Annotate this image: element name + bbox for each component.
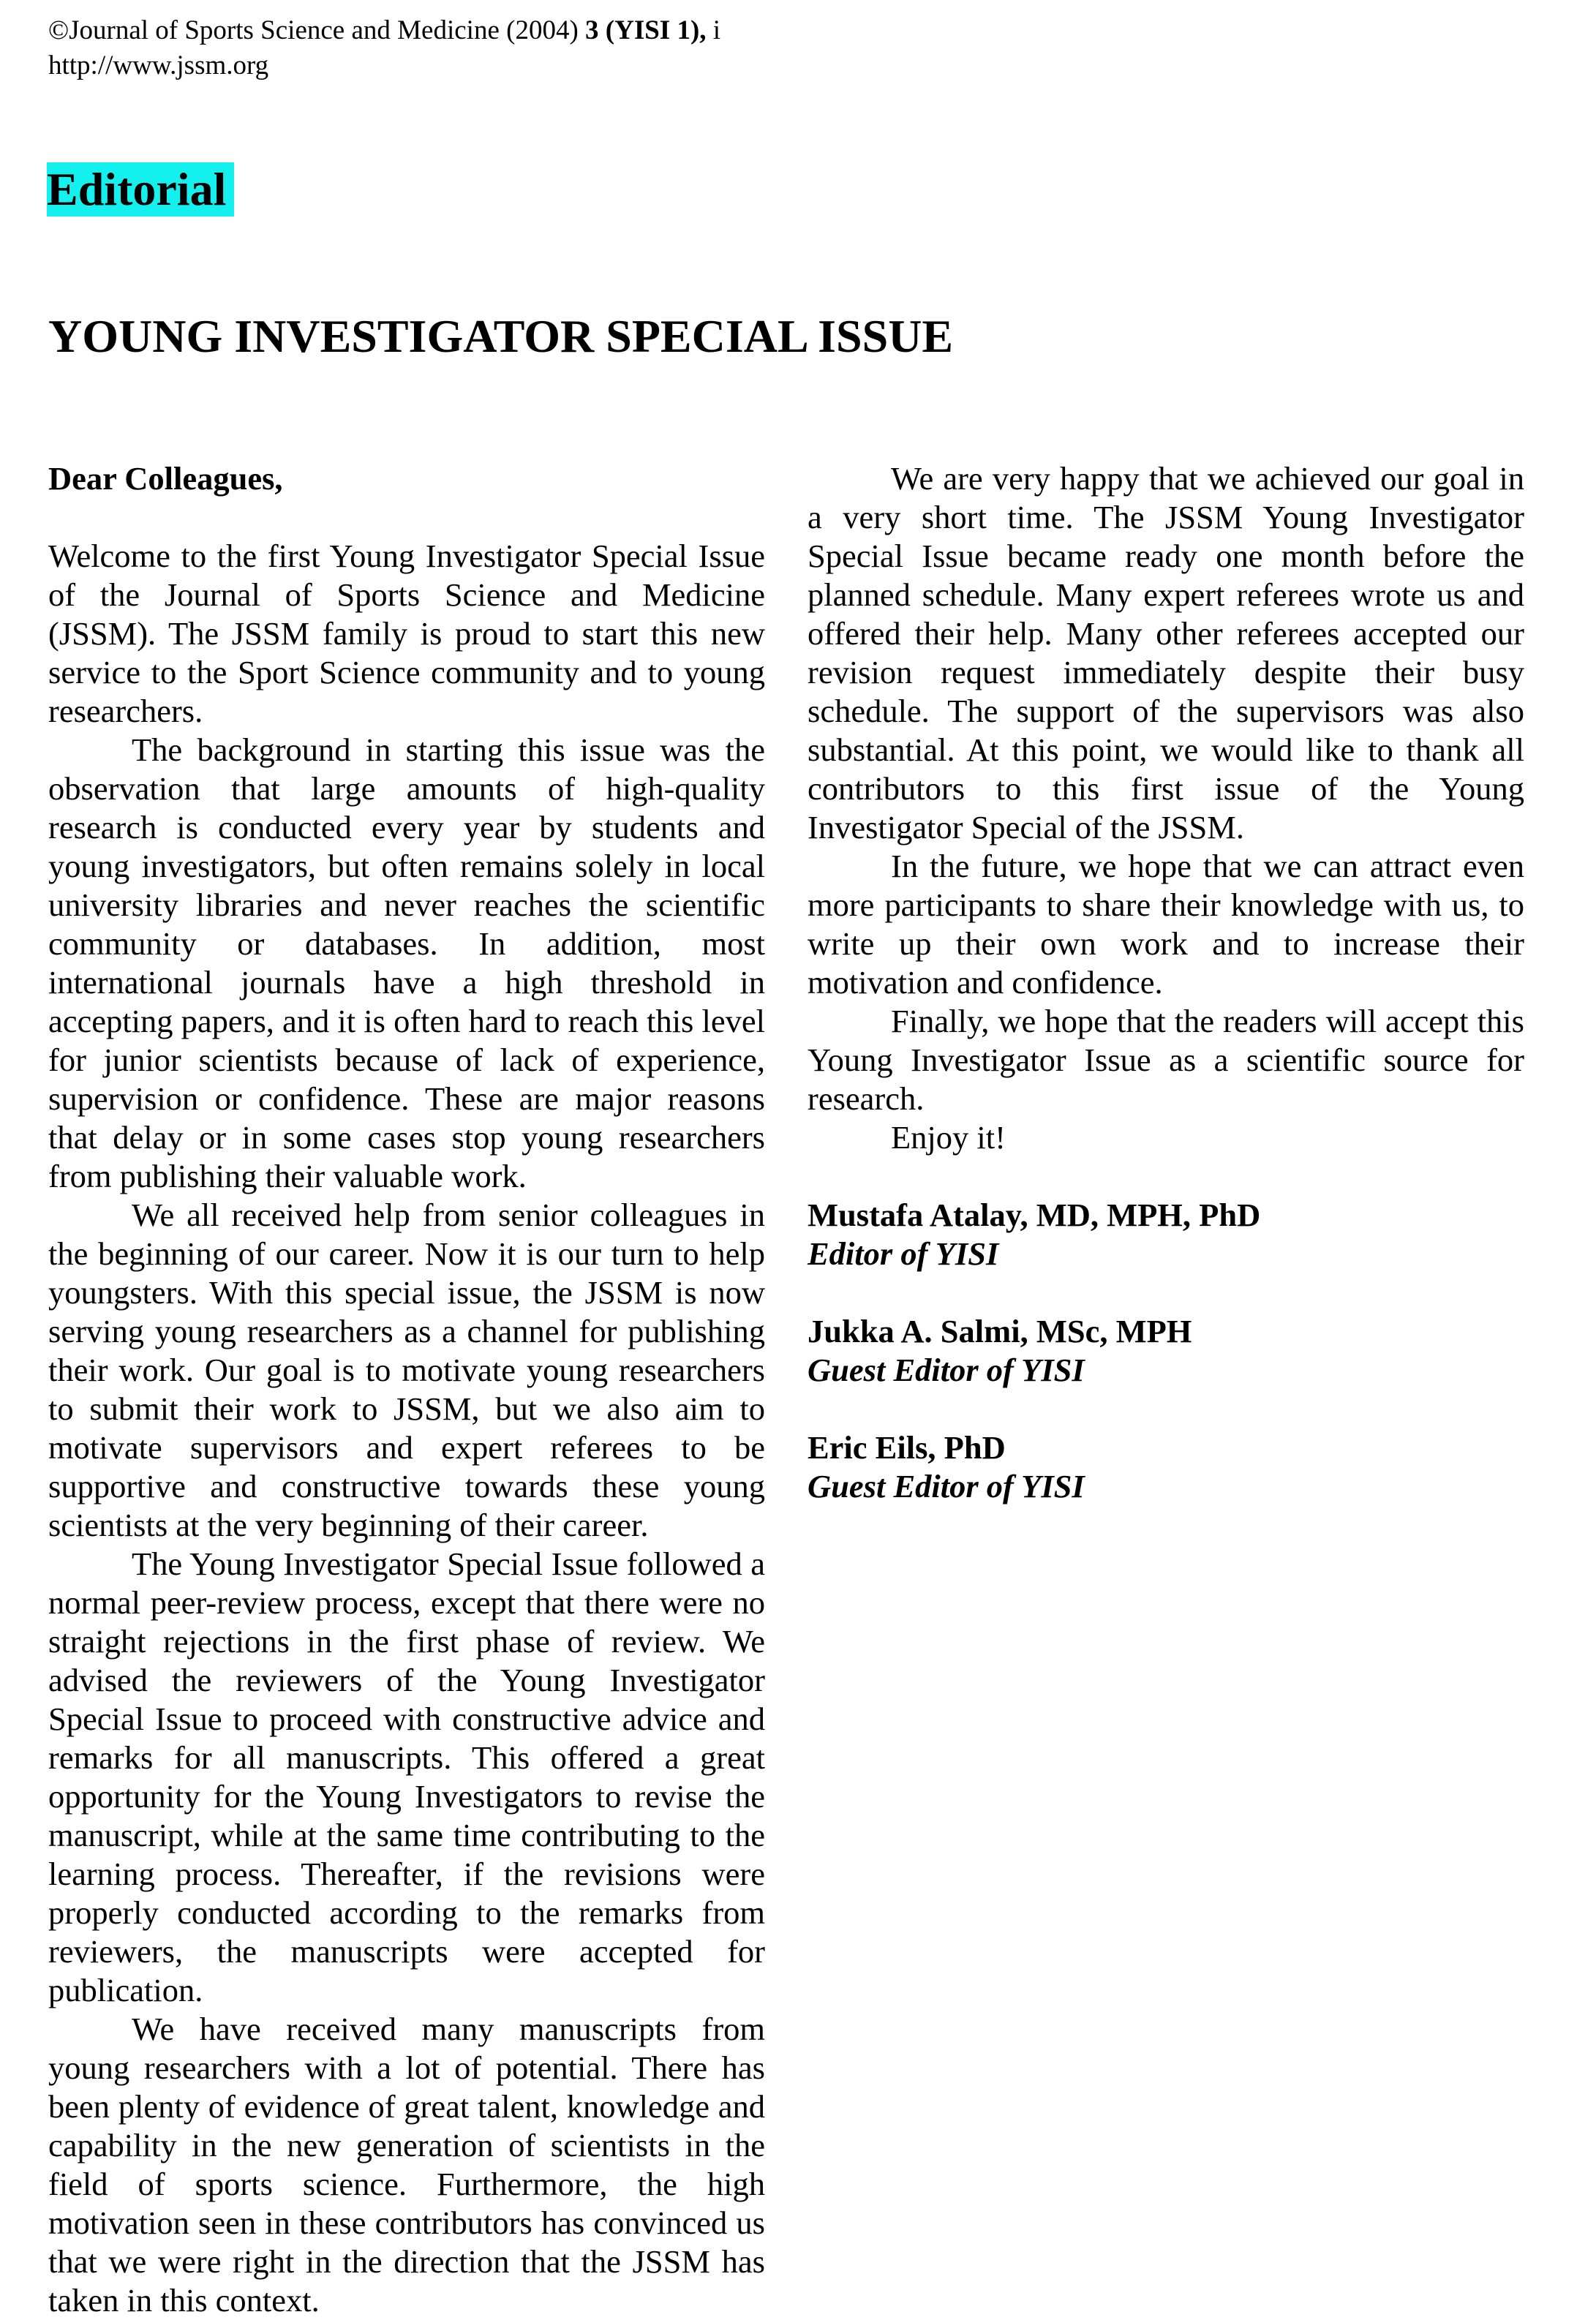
paragraph: Finally, we hope that the readers will accept this Young Investigator Issue as a scientific source for research. xyxy=(808,1003,1524,1117)
journal-header xyxy=(48,13,720,83)
volume-issue: 3 (YISI 1), xyxy=(585,15,707,45)
paragraph: The Young Investigator Special Issue followed a normal peer-review process, except that there were no straight rejections in the first phase of review. We advised the reviewers of the Young Investigator Special Issue to proceed with constructive advice and remarks for all manuscripts. This offered a great opportunity for the Young Investigators to revise the manuscript, while at the same time contributing to the learning process. Thereafter, if the revisions were properly conducted according to the remarks from reviewers, the manuscripts were accepted for publication. xyxy=(48,1545,765,2008)
journal-citation: ©Journal of Sports Science and Medicine (2004) xyxy=(48,15,579,45)
citation-line xyxy=(48,13,720,48)
signature-role: Guest Editor of YISI xyxy=(808,1352,1085,1388)
salutation: Dear Colleagues, xyxy=(48,460,283,497)
right-column xyxy=(808,459,1524,1545)
paragraph: The background in starting this issue was the observation that large amounts of high-quality research is conducted every year by students and young investigators, but often remains solely in local university libraries and never reaches the scientific community or databases. In addition, most international journals have a high threshold in accepting papers, and it is often hard to reach this level for junior scientists because of lack of experience, supervision or confidence. These are major reasons that delay or in some cases stop young researchers from publishing their valuable work. xyxy=(48,731,765,1194)
paragraph: We all received help from senior colleagues in the beginning of our career. Now it is our turn to help youngsters. With this special issue, the JSSM is now serving young researchers as a channel for publishing their work. Our goal is to motivate young researchers to submit their work to JSSM, but we also aim to motivate supervisors and expert referees to be supportive and constructive towards these young scientists at the very beginning of their career. xyxy=(48,1197,765,1543)
signature-name: Jukka A. Salmi, MSc, MPH xyxy=(808,1313,1192,1349)
article-title: YOUNG INVESTIGATOR SPECIAL ISSUE xyxy=(48,310,954,362)
signature-block xyxy=(808,1196,1524,1273)
page-number: i xyxy=(712,15,721,45)
signature-name: Mustafa Atalay, MD, MPH, PhD xyxy=(808,1197,1261,1233)
signature-block xyxy=(808,1428,1524,1506)
journal-url: http://www.jssm.org xyxy=(48,50,269,80)
paragraph: We have received many manuscripts from young researchers with a lot of potential. There has been plenty of evidence of great talent, knowledge and capability in the new generation of scientists in the field of sports science. Furthermore, the high motivation seen in these contributors has convinced us that we were right in the direction that the JSSM has taken in this context. xyxy=(48,2011,765,2319)
paragraph: Welcome to the first Young Investigator Special Issue of the Journal of Sports Science and Medicine (JSSM). The JSSM family is proud to start this new service to the Sport Science community and to young researchers. xyxy=(48,538,765,729)
signature-role: Editor of YISI xyxy=(808,1235,999,1272)
closing-line: Enjoy it! xyxy=(891,1119,1006,1156)
signature-role: Guest Editor of YISI xyxy=(808,1468,1085,1504)
section-label: Editorial xyxy=(47,162,234,216)
paragraph: In the future, we hope that we can attract even more participants to share their knowledge with us, to write up their own work and to increase their motivation and confidence. xyxy=(808,848,1524,1001)
left-column xyxy=(48,459,765,2320)
signature-block xyxy=(808,1312,1524,1390)
paragraph: We are very happy that we achieved our goal in a very short time. The JSSM Young Investigator Special Issue became ready one month before the planned schedule. Many expert referees wrote us and offered their help. Many other referees accepted our revision request immediately despite their busy schedule. The support of the supervisors was also substantial. At this point, we would like to thank all contributors to this first issue of the Young Investigator Special of the JSSM. xyxy=(808,460,1524,845)
signature-name: Eric Eils, PhD xyxy=(808,1429,1006,1466)
